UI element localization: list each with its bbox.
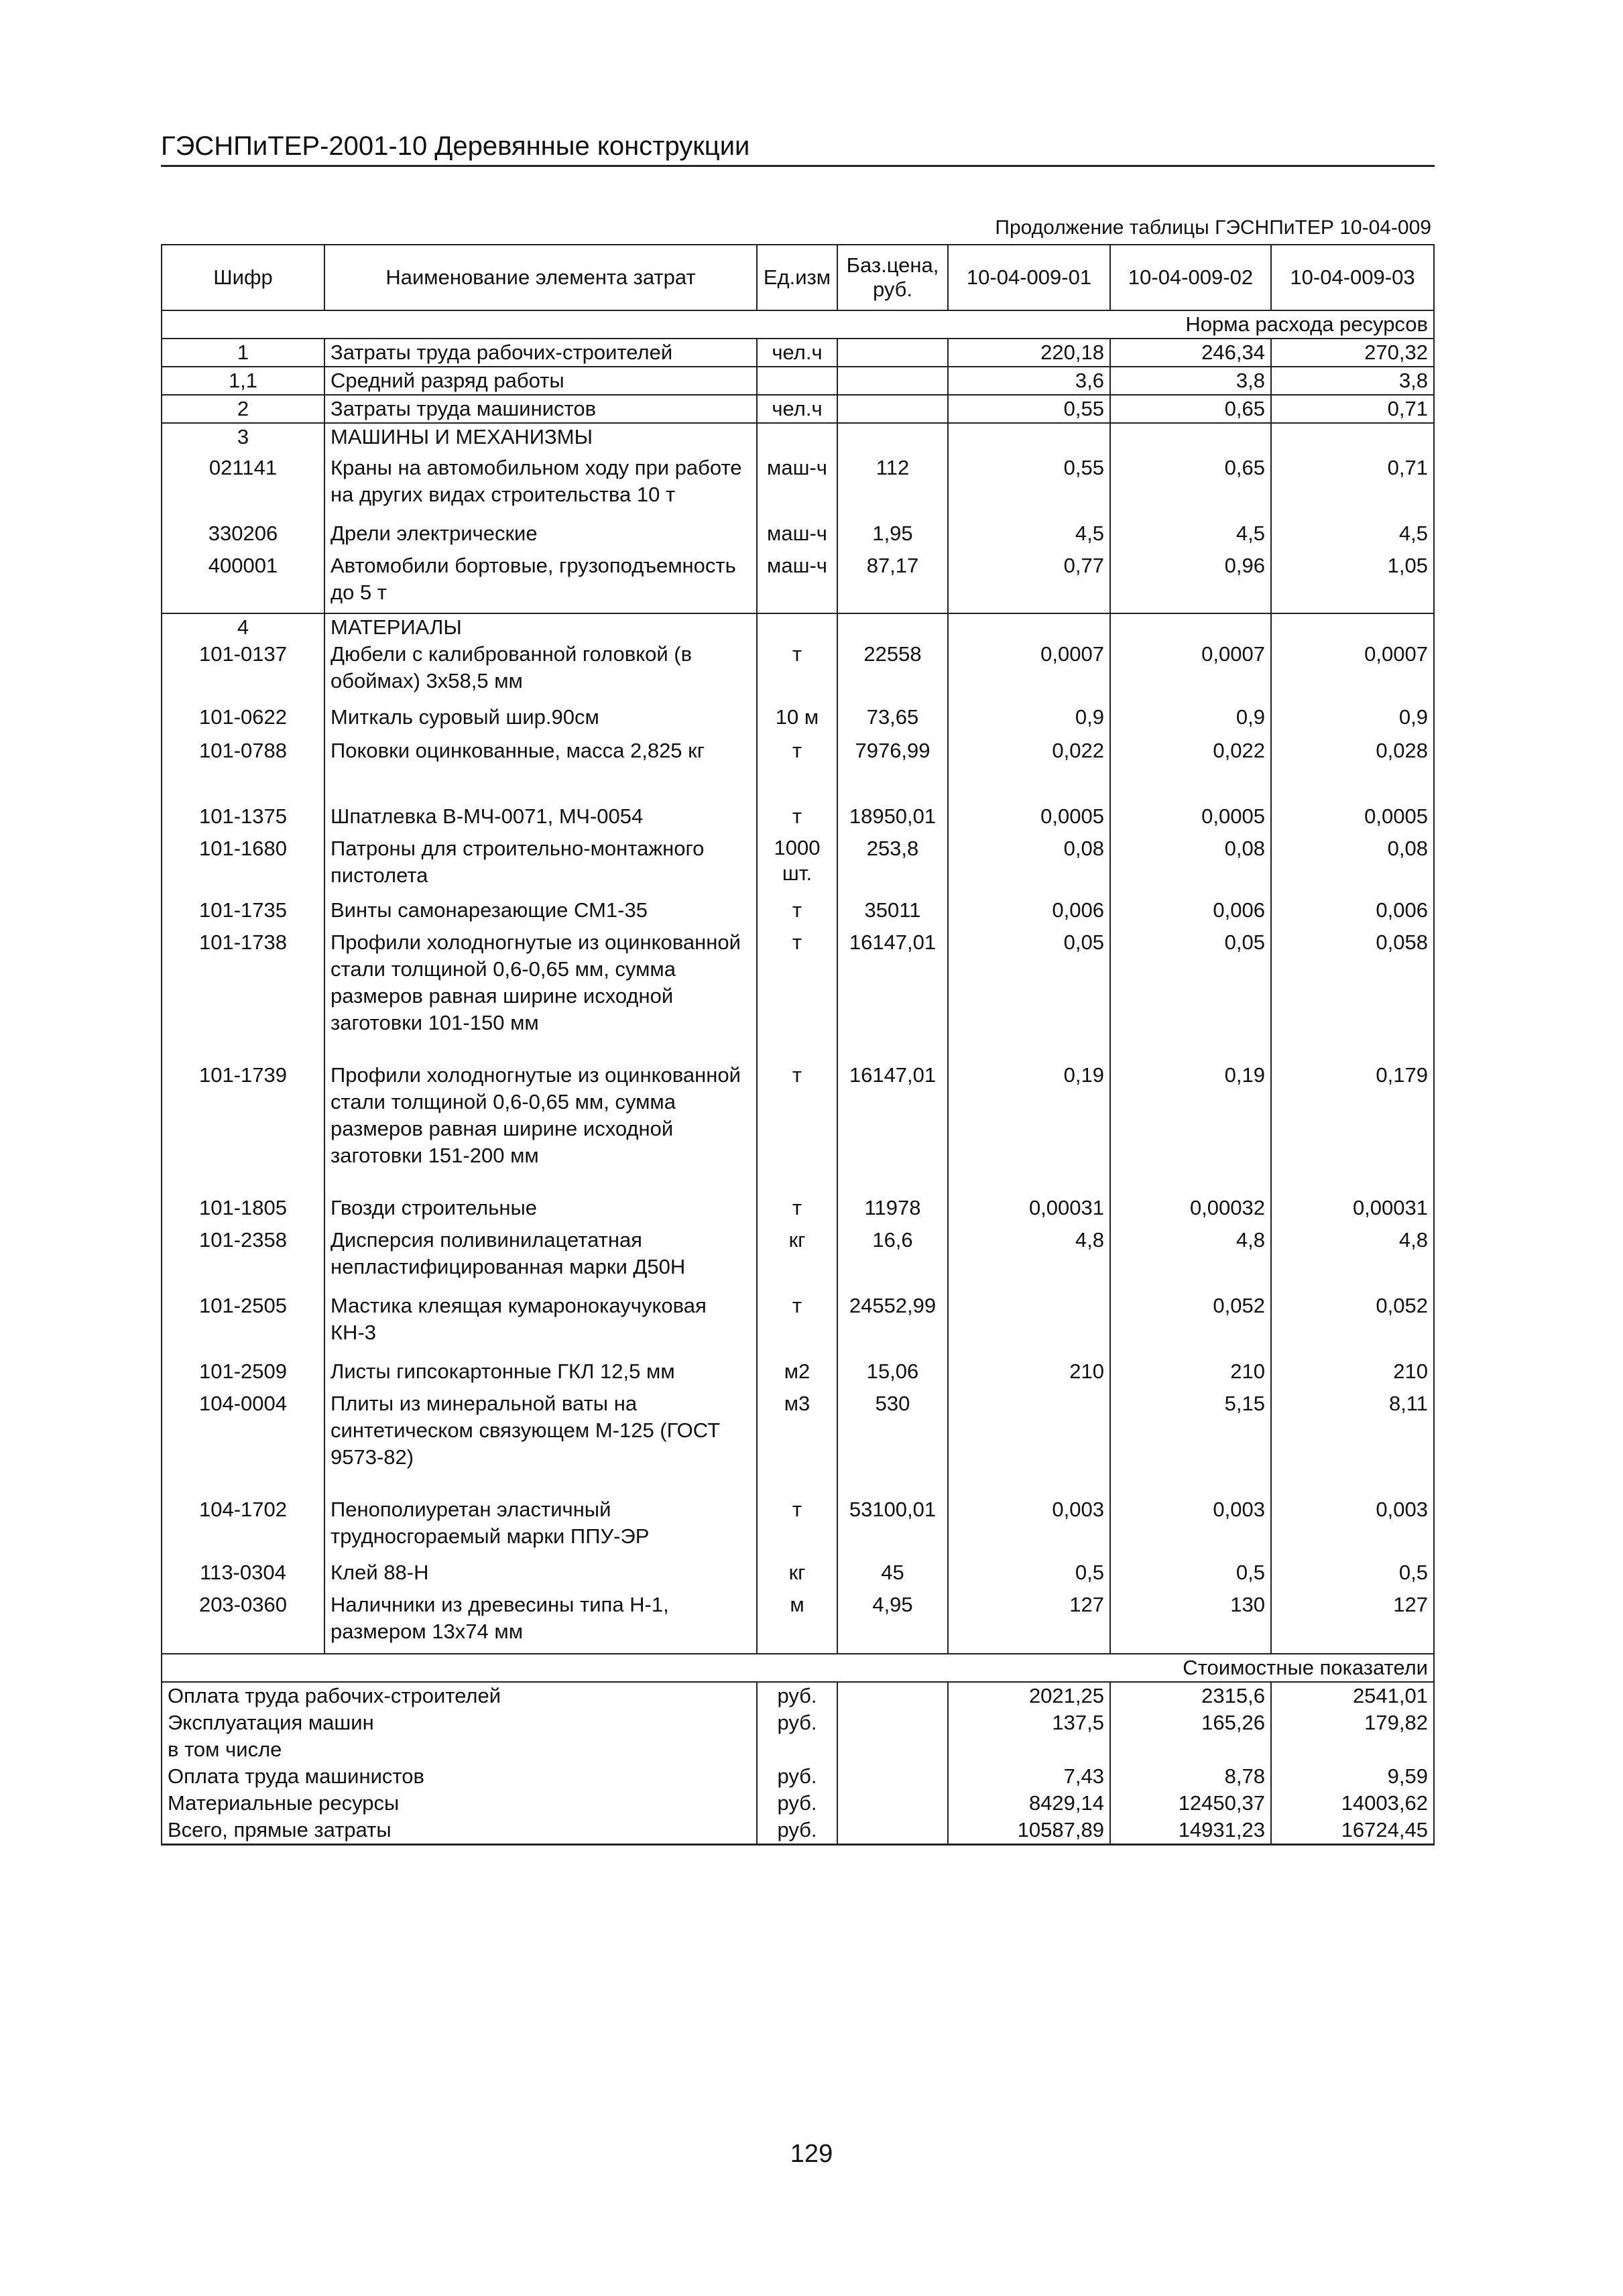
cell-code: 101-2358: [162, 1227, 324, 1292]
summary-unit: [757, 1736, 837, 1763]
cell-v1: 4,8: [948, 1227, 1110, 1292]
cell-price: 16147,01: [837, 929, 948, 1062]
cell-price: 4,95: [837, 1591, 948, 1654]
cell-code: 1,1: [162, 367, 324, 395]
cell-price: [837, 423, 948, 450]
cell-v2: 0,003: [1110, 1496, 1271, 1559]
cell-v2: 4,5: [1110, 520, 1271, 552]
cell-v1: 0,08: [948, 835, 1110, 897]
cell-v3: 0,179: [1271, 1062, 1434, 1195]
cell-code: 101-1805: [162, 1195, 324, 1227]
section-norm-row: [162, 310, 1434, 339]
col-header-name: Наименование элемента затрат: [324, 245, 757, 310]
summary-v3: 14003,62: [1271, 1790, 1434, 1817]
cell-unit: т: [757, 737, 837, 803]
table-row: [162, 929, 1434, 1062]
cell-name: Средний разряд работы: [324, 367, 757, 395]
cell-v3: 0,9: [1271, 704, 1434, 737]
summary-price: [837, 1682, 948, 1709]
cell-v3: 0,00031: [1271, 1195, 1434, 1227]
col-header-v3: 10-04-009-03: [1271, 245, 1434, 310]
summary-v1: 10587,89: [948, 1817, 1110, 1845]
cell-v1: 220,18: [948, 339, 1110, 367]
cell-v3: 0,08: [1271, 835, 1434, 897]
cell-v3: 3,8: [1271, 367, 1434, 395]
cell-v2: 0,08: [1110, 835, 1271, 897]
cell-unit: 10 м: [757, 704, 837, 737]
cell-unit: т: [757, 1496, 837, 1559]
summary-v3: 16724,45: [1271, 1817, 1434, 1845]
table-row: [162, 1195, 1434, 1227]
cell-price: 53100,01: [837, 1496, 948, 1559]
col-header-price: Баз.цена, руб.: [837, 245, 948, 310]
cell-code: 101-0788: [162, 737, 324, 803]
table-header-row: [162, 245, 1434, 310]
cell-v1: 210: [948, 1358, 1110, 1390]
summary-name: в том числе: [162, 1736, 757, 1763]
cell-unit: т: [757, 1195, 837, 1227]
cell-unit: кг: [757, 1227, 837, 1292]
cell-v3: 0,0005: [1271, 803, 1434, 835]
cell-v2: 0,022: [1110, 737, 1271, 803]
cell-unit: чел.ч: [757, 339, 837, 367]
cell-code: 101-2505: [162, 1292, 324, 1358]
table-row: [162, 641, 1434, 704]
table-caption: Продолжение таблицы ГЭСНПиТЕР 10-04-009: [995, 217, 1431, 239]
cell-v2: 5,15: [1110, 1390, 1271, 1496]
cell-name: Гвозди строительные: [324, 1195, 757, 1227]
section-norm-label: Норма расхода ресурсов: [162, 310, 1434, 339]
cell-code: 021141: [162, 450, 324, 520]
col-header-v2: 10-04-009-02: [1110, 245, 1271, 310]
summary-v2: [1110, 1736, 1271, 1763]
cell-price: [837, 367, 948, 395]
cell-unit: кг: [757, 1559, 837, 1591]
cell-v1: 0,9: [948, 704, 1110, 737]
summary-row: [162, 1790, 1434, 1817]
cell-unit: т: [757, 929, 837, 1062]
table-row: [162, 339, 1434, 367]
cell-code: 101-0137: [162, 641, 324, 704]
section-cost-label: Стоимостные показатели: [162, 1654, 1434, 1682]
cell-code: 101-1738: [162, 929, 324, 1062]
cell-price: 18950,01: [837, 803, 948, 835]
cell-v2: 130: [1110, 1591, 1271, 1654]
cell-code: 104-1702: [162, 1496, 324, 1559]
cell-v2: 210: [1110, 1358, 1271, 1390]
cell-v1: 0,022: [948, 737, 1110, 803]
cell-v2: 3,8: [1110, 367, 1271, 395]
cell-v3: 270,32: [1271, 339, 1434, 367]
cell-v3: 0,006: [1271, 897, 1434, 929]
table-row: [162, 367, 1434, 395]
summary-v3: 2541,01: [1271, 1682, 1434, 1709]
summary-v2: 2315,6: [1110, 1682, 1271, 1709]
cell-v2: 4,8: [1110, 1227, 1271, 1292]
cell-unit: т: [757, 897, 837, 929]
cell-price: 35011: [837, 897, 948, 929]
cell-v3: 0,028: [1271, 737, 1434, 803]
table-row: [162, 552, 1434, 613]
cell-v3: 0,71: [1271, 450, 1434, 520]
table-row: [162, 1292, 1434, 1358]
resource-table: [161, 244, 1435, 1846]
cell-unit: маш-ч: [757, 520, 837, 552]
summary-row: [162, 1817, 1434, 1845]
cell-v1: 0,006: [948, 897, 1110, 929]
cell-price: 11978: [837, 1195, 948, 1227]
table-row: [162, 1496, 1434, 1559]
cell-price: 1,95: [837, 520, 948, 552]
cell-code: 330206: [162, 520, 324, 552]
cell-price: 73,65: [837, 704, 948, 737]
cell-code: 3: [162, 423, 324, 450]
cell-code: 101-1739: [162, 1062, 324, 1195]
cell-v1: 0,05: [948, 929, 1110, 1062]
cell-v1: 0,5: [948, 1559, 1110, 1591]
cell-name: МАШИНЫ И МЕХАНИЗМЫ: [324, 423, 757, 450]
cell-v3: [1271, 613, 1434, 641]
summary-v3: 9,59: [1271, 1763, 1434, 1790]
summary-v2: 8,78: [1110, 1763, 1271, 1790]
cell-v3: 4,5: [1271, 520, 1434, 552]
summary-price: [837, 1709, 948, 1736]
summary-price: [837, 1817, 948, 1845]
cell-code: 101-1375: [162, 803, 324, 835]
summary-price: [837, 1736, 948, 1763]
table-row: [162, 1390, 1434, 1496]
summary-price: [837, 1790, 948, 1817]
cell-v1: 0,77: [948, 552, 1110, 613]
summary-v2: 165,26: [1110, 1709, 1271, 1736]
cell-unit: т: [757, 1292, 837, 1358]
cell-v1: 0,55: [948, 395, 1110, 423]
cell-price: 7976,99: [837, 737, 948, 803]
cell-v3: 127: [1271, 1591, 1434, 1654]
cell-v2: 0,00032: [1110, 1195, 1271, 1227]
summary-v3: [1271, 1736, 1434, 1763]
table-row: [162, 450, 1434, 520]
summary-v2: 14931,23: [1110, 1817, 1271, 1845]
summary-name: Оплата труда машинистов: [162, 1763, 757, 1790]
summary-v1: 137,5: [948, 1709, 1110, 1736]
cell-price: 22558: [837, 641, 948, 704]
summary-v1: 8429,14: [948, 1790, 1110, 1817]
cell-v2: 0,0007: [1110, 641, 1271, 704]
section-row: [162, 613, 1434, 641]
summary-row: [162, 1709, 1434, 1736]
cell-v1: 0,55: [948, 450, 1110, 520]
cell-v3: 0,052: [1271, 1292, 1434, 1358]
cell-code: 101-2509: [162, 1358, 324, 1390]
cell-v3: 8,11: [1271, 1390, 1434, 1496]
cell-v1: 0,0005: [948, 803, 1110, 835]
cell-name: Затраты труда рабочих-строителей: [324, 339, 757, 367]
summary-unit: руб.: [757, 1817, 837, 1845]
cell-price: 530: [837, 1390, 948, 1496]
col-header-unit: Ед.изм: [757, 245, 837, 310]
cell-price: [837, 613, 948, 641]
cell-v2: [1110, 613, 1271, 641]
cell-v3: 0,71: [1271, 395, 1434, 423]
cell-v2: 0,9: [1110, 704, 1271, 737]
summary-price: [837, 1763, 948, 1790]
cell-unit: т: [757, 803, 837, 835]
cell-code: 400001: [162, 552, 324, 613]
cell-v3: 0,058: [1271, 929, 1434, 1062]
cell-v3: 1,05: [1271, 552, 1434, 613]
cell-name: Профили холодногнутые из оцинкованной стали толщиной 0,6-0,65 мм, сумма размеров равная ширине исходной заготовки 151-200 мм: [324, 1062, 757, 1195]
cell-v2: 0,0005: [1110, 803, 1271, 835]
cell-code: 101-1680: [162, 835, 324, 897]
cell-v2: 0,05: [1110, 929, 1271, 1062]
cell-price: 253,8: [837, 835, 948, 897]
cell-name: Мастика клеящая кумаронокаучуковая КН-3: [324, 1292, 757, 1358]
cell-v2: 0,65: [1110, 395, 1271, 423]
summary-v1: 2021,25: [948, 1682, 1110, 1709]
cell-name: Профили холодногнутые из оцинкованной стали толщиной 0,6-0,65 мм, сумма размеров равная ширине исходной заготовки 101-150 мм: [324, 929, 757, 1062]
table-row: [162, 737, 1434, 803]
summary-row: [162, 1682, 1434, 1709]
cell-v1: [948, 1390, 1110, 1496]
section-cost-row: [162, 1654, 1434, 1682]
table-row: [162, 520, 1434, 552]
summary-name: Материальные ресурсы: [162, 1790, 757, 1817]
cell-unit: т: [757, 1062, 837, 1195]
cell-code: 203-0360: [162, 1591, 324, 1654]
summary-v2: 12450,37: [1110, 1790, 1271, 1817]
table-row: [162, 1062, 1434, 1195]
section-row: [162, 423, 1434, 450]
cell-v1: 3,6: [948, 367, 1110, 395]
summary-unit: руб.: [757, 1763, 837, 1790]
cell-v3: [1271, 423, 1434, 450]
cell-v3: 4,8: [1271, 1227, 1434, 1292]
cell-v1: 127: [948, 1591, 1110, 1654]
cell-name: Патроны для строительно-монтажного пистолета: [324, 835, 757, 897]
cell-name: Клей 88-Н: [324, 1559, 757, 1591]
cell-code: 4: [162, 613, 324, 641]
cell-name: Пенополиуретан эластичный трудносгораемый марки ППУ-ЭР: [324, 1496, 757, 1559]
cell-name: Наличники из древесины типа Н-1, размером 13х74 мм: [324, 1591, 757, 1654]
table-row: [162, 1358, 1434, 1390]
cell-v2: [1110, 423, 1271, 450]
summary-row: [162, 1763, 1434, 1790]
cell-name: Поковки оцинкованные, масса 2,825 кг: [324, 737, 757, 803]
cell-v2: 0,19: [1110, 1062, 1271, 1195]
cell-name: Листы гипсокартонные ГКЛ 12,5 мм: [324, 1358, 757, 1390]
cell-code: 1: [162, 339, 324, 367]
table-row: [162, 1227, 1434, 1292]
document-header: ГЭСНПиТЕР-2001-10 Деревянные конструкции: [161, 129, 1435, 167]
cell-name: Краны на автомобильном ходу при работе на других видах строительства 10 т: [324, 450, 757, 520]
cell-code: 101-1735: [162, 897, 324, 929]
cell-v1: [948, 423, 1110, 450]
cell-v2: 246,34: [1110, 339, 1271, 367]
cell-name: Дюбели с калиброванной головкой (в обоймах) 3х58,5 мм: [324, 641, 757, 704]
table-row: [162, 704, 1434, 737]
cell-name: Шпатлевка В-МЧ-0071, МЧ-0054: [324, 803, 757, 835]
cell-v1: 0,19: [948, 1062, 1110, 1195]
cell-unit: [757, 367, 837, 395]
cell-v1: [948, 1292, 1110, 1358]
cell-v1: [948, 613, 1110, 641]
cell-name: Затраты труда машинистов: [324, 395, 757, 423]
summary-name: Всего, прямые затраты: [162, 1817, 757, 1845]
cell-name: Дрели электрические: [324, 520, 757, 552]
summary-name: Эксплуатация машин: [162, 1709, 757, 1736]
cell-code: 2: [162, 395, 324, 423]
cell-unit: [757, 423, 837, 450]
cell-v2: 0,006: [1110, 897, 1271, 929]
table-row: [162, 1559, 1434, 1591]
summary-v1: 7,43: [948, 1763, 1110, 1790]
cell-name: Плиты из минеральной ваты на синтетическом связующем М-125 (ГОСТ 9573-82): [324, 1390, 757, 1496]
cell-unit: м2: [757, 1358, 837, 1390]
cell-unit: м: [757, 1591, 837, 1654]
cell-price: [837, 339, 948, 367]
cell-name: Миткаль суровый шир.90см: [324, 704, 757, 737]
summary-unit: руб.: [757, 1709, 837, 1736]
summary-v3: 179,82: [1271, 1709, 1434, 1736]
cell-name: Дисперсия поливинилацетатная непластифицированная марки Д50Н: [324, 1227, 757, 1292]
cell-v1: 0,0007: [948, 641, 1110, 704]
cell-v2: 0,052: [1110, 1292, 1271, 1358]
cell-unit: [757, 613, 837, 641]
table-row: [162, 1591, 1434, 1654]
cell-name: МАТЕРИАЛЫ: [324, 613, 757, 641]
cell-price: 16,6: [837, 1227, 948, 1292]
cell-name: Винты самонарезающие СМ1-35: [324, 897, 757, 929]
cell-v2: 0,65: [1110, 450, 1271, 520]
cell-code: 101-0622: [162, 704, 324, 737]
page-number: 129: [790, 2140, 833, 2168]
col-header-code: Шифр: [162, 245, 324, 310]
cell-v2: 0,96: [1110, 552, 1271, 613]
cell-v3: 0,0007: [1271, 641, 1434, 704]
cell-unit: маш-ч: [757, 552, 837, 613]
cell-unit: 1000 шт.: [757, 835, 837, 897]
summary-unit: руб.: [757, 1790, 837, 1817]
cell-price: 15,06: [837, 1358, 948, 1390]
table-row: [162, 835, 1434, 897]
table-row: [162, 803, 1434, 835]
cell-v1: 4,5: [948, 520, 1110, 552]
summary-name: Оплата труда рабочих-строителей: [162, 1682, 757, 1709]
cell-code: 104-0004: [162, 1390, 324, 1496]
summary-unit: руб.: [757, 1682, 837, 1709]
cell-price: 16147,01: [837, 1062, 948, 1195]
cell-v1: 0,00031: [948, 1195, 1110, 1227]
cell-code: 113-0304: [162, 1559, 324, 1591]
cell-v2: 0,5: [1110, 1559, 1271, 1591]
cell-price: 45: [837, 1559, 948, 1591]
cell-unit: м3: [757, 1390, 837, 1496]
summary-row: [162, 1736, 1434, 1763]
cell-price: 24552,99: [837, 1292, 948, 1358]
col-header-v1: 10-04-009-01: [948, 245, 1110, 310]
table-row: [162, 395, 1434, 423]
cell-unit: чел.ч: [757, 395, 837, 423]
cell-unit: т: [757, 641, 837, 704]
table-row: [162, 897, 1434, 929]
summary-v1: [948, 1736, 1110, 1763]
cell-price: [837, 395, 948, 423]
cell-unit: маш-ч: [757, 450, 837, 520]
cell-name: Автомобили бортовые, грузоподъемность до 5 т: [324, 552, 757, 613]
cell-v3: 210: [1271, 1358, 1434, 1390]
cell-v3: 0,003: [1271, 1496, 1434, 1559]
cell-v3: 0,5: [1271, 1559, 1434, 1591]
cell-price: 112: [837, 450, 948, 520]
cell-price: 87,17: [837, 552, 948, 613]
cell-v1: 0,003: [948, 1496, 1110, 1559]
